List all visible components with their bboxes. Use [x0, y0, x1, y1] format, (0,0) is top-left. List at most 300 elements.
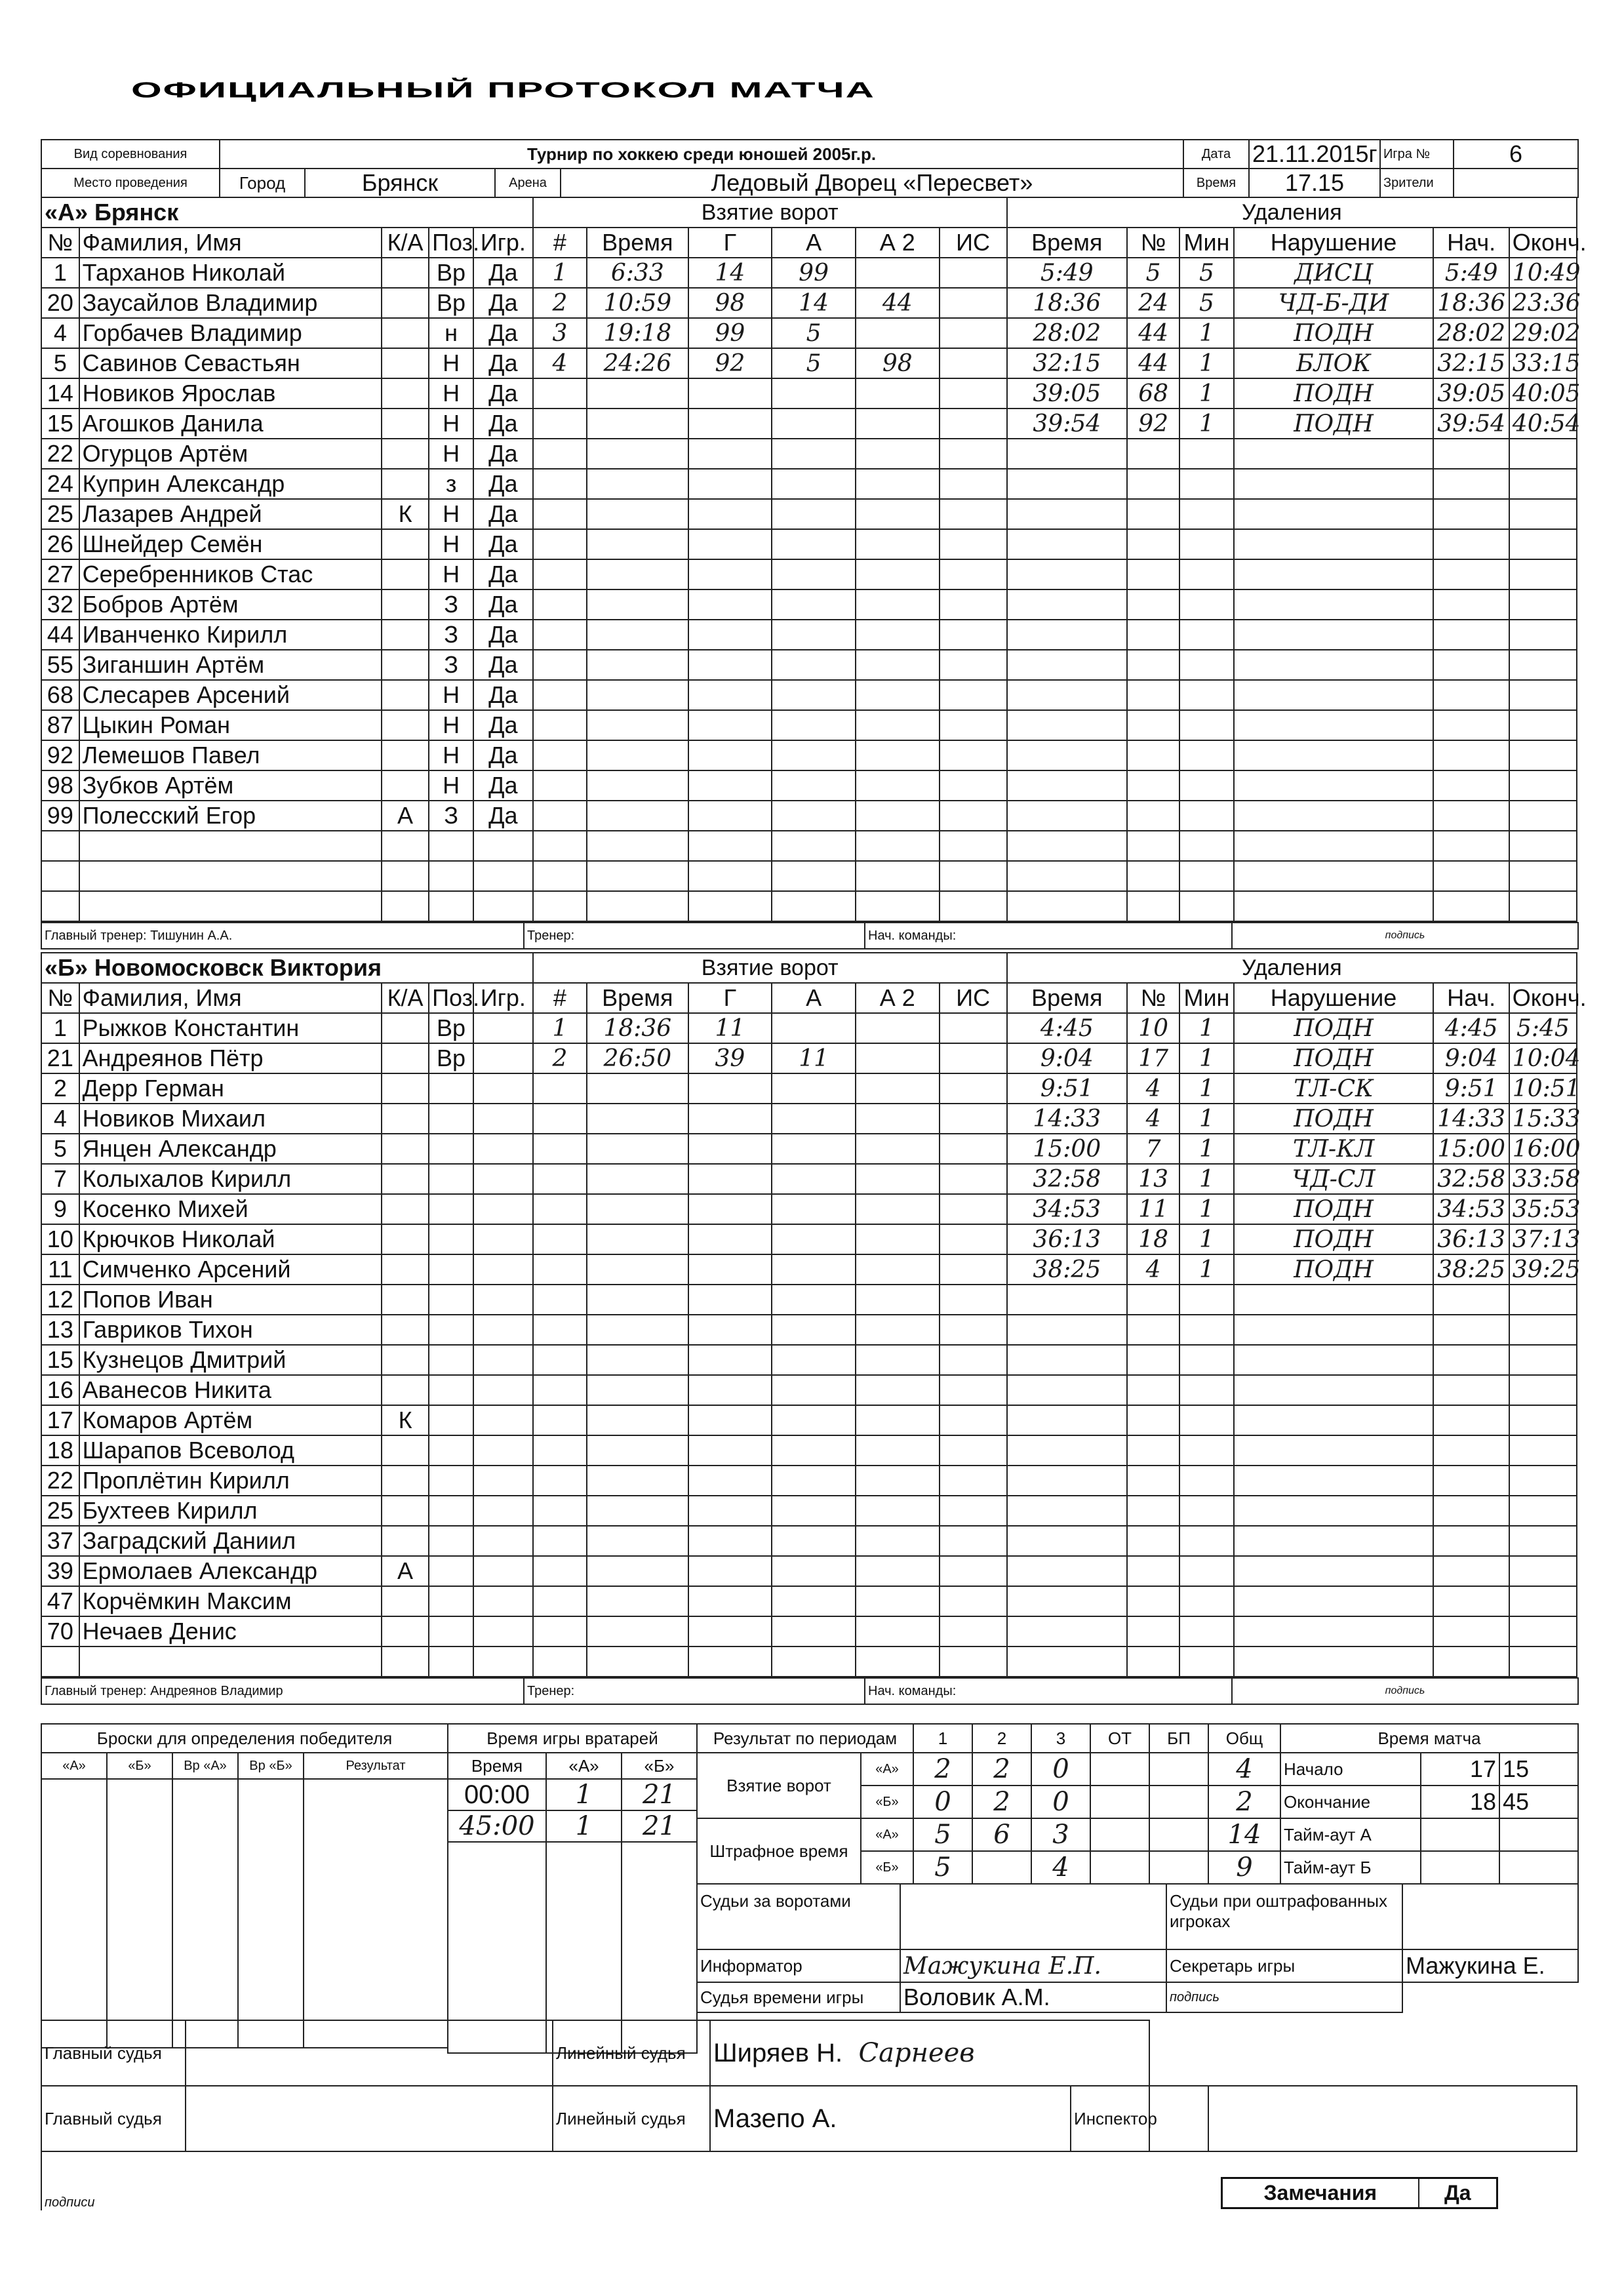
player-row	[41, 1556, 1577, 1586]
goal-number	[533, 1556, 587, 1586]
player-name: Аванесов Никита	[79, 1375, 382, 1405]
goal-assist	[772, 1194, 856, 1224]
player-name: Янцен Александр	[79, 1134, 382, 1164]
shootout-title: Броски для определения победителя	[41, 1724, 448, 1753]
goal-scorer	[688, 1104, 772, 1134]
penalty-end: 33:15	[1509, 348, 1577, 378]
goal-time	[587, 770, 688, 801]
player-row	[41, 1073, 1577, 1104]
goal-number	[533, 1073, 587, 1104]
player-role: К	[382, 499, 429, 529]
player-name: Серебренников Стас	[79, 559, 382, 589]
player-played: Да	[473, 258, 533, 288]
player-role	[382, 740, 429, 770]
penalty-start: 32:58	[1433, 1164, 1509, 1194]
player-played: Да	[473, 589, 533, 620]
pim-a-p1: 5	[913, 1818, 972, 1851]
player-position	[429, 1345, 473, 1375]
penalty-minutes: 5	[1179, 258, 1233, 288]
penalty-minutes	[1179, 1556, 1233, 1586]
player-number: 10	[41, 1224, 79, 1254]
goal-number	[533, 1104, 587, 1134]
player-played: Да	[473, 499, 533, 529]
penalty-player	[1127, 1345, 1179, 1375]
goal-scorer	[688, 1616, 772, 1646]
penalty-violation: ПОДН	[1234, 1194, 1434, 1224]
penalty-start	[1433, 439, 1509, 469]
player-name: Косенко Михей	[79, 1194, 382, 1224]
goal-scorer	[688, 770, 772, 801]
goal-assist	[772, 1254, 856, 1285]
goal-is	[940, 650, 1007, 680]
penalty-minutes: 5	[1179, 288, 1233, 318]
goal-number	[533, 801, 587, 831]
player-position: Н	[429, 770, 473, 801]
col-goal-assist: А	[772, 983, 856, 1013]
penalty-minutes	[1179, 650, 1233, 680]
goal-assist-2	[856, 1194, 940, 1224]
player-role	[382, 258, 429, 288]
goal-time	[587, 1405, 688, 1435]
player-name: Кузнецов Дмитрий	[79, 1345, 382, 1375]
match-header	[41, 139, 1579, 198]
penalty-minutes	[1179, 1375, 1233, 1405]
goal-assist-2	[856, 710, 940, 740]
goal-scorer	[688, 801, 772, 831]
penalty-time	[1007, 740, 1127, 770]
player-role	[382, 1435, 429, 1466]
penalty-player	[1127, 891, 1179, 921]
player-number: 17	[41, 1405, 79, 1435]
goal-assist-2	[856, 620, 940, 650]
col-ka: К/А	[382, 983, 429, 1013]
player-position: З	[429, 801, 473, 831]
player-position: Вр	[429, 258, 473, 288]
player-role	[382, 348, 429, 378]
player-row	[41, 1315, 1577, 1345]
player-position	[429, 1405, 473, 1435]
shootout-col-gk-b: Вр «Б»	[238, 1753, 304, 1779]
penalty-end	[1509, 589, 1577, 620]
player-number: 98	[41, 770, 79, 801]
goal-number	[533, 469, 587, 499]
goal-scorer	[688, 1435, 772, 1466]
penalty-violation: ПОДН	[1234, 378, 1434, 409]
shootout-col-b: «Б»	[107, 1753, 172, 1779]
penalty-player: 18	[1127, 1224, 1179, 1254]
team-b-sign-label: подпись	[1232, 1678, 1578, 1704]
penalty-time	[1007, 1616, 1127, 1646]
player-role	[382, 861, 429, 891]
penalty-end: 10:49	[1509, 258, 1577, 288]
goals-a-ot	[1090, 1753, 1149, 1786]
penalty-end: 5:45	[1509, 1013, 1577, 1043]
penalty-player	[1127, 620, 1179, 650]
goal-assist	[772, 1496, 856, 1526]
goal-is	[940, 1073, 1007, 1104]
spectators-label: Зрители	[1380, 169, 1454, 197]
goal-scorer	[688, 499, 772, 529]
goal-is	[940, 1556, 1007, 1586]
col-pen-no: №	[1127, 983, 1179, 1013]
player-role	[382, 1586, 429, 1616]
goal-assist: 14	[772, 288, 856, 318]
penalty-end	[1509, 1345, 1577, 1375]
penalty-minutes	[1179, 770, 1233, 801]
goal-scorer	[688, 1466, 772, 1496]
goalie-row-time: 45:00	[448, 1810, 546, 1842]
player-played	[473, 1073, 533, 1104]
penalty-end	[1509, 770, 1577, 801]
penalty-end	[1509, 559, 1577, 589]
pim-row-label: Штрафное время	[697, 1818, 861, 1884]
goal-scorer: 39	[688, 1043, 772, 1073]
shootout-col-result: Результат	[304, 1753, 448, 1779]
goal-number	[533, 589, 587, 620]
goal-number	[533, 710, 587, 740]
penalty-start: 32:15	[1433, 348, 1509, 378]
goal-assist	[772, 1224, 856, 1254]
penalty-end	[1509, 891, 1577, 921]
inspector-table	[1070, 2085, 1577, 2152]
goal-is	[940, 1496, 1007, 1526]
penalty-minutes	[1179, 1405, 1233, 1435]
penalty-minutes	[1179, 831, 1233, 861]
player-role	[382, 1164, 429, 1194]
penalty-minutes	[1179, 469, 1233, 499]
col-goal-num: #	[533, 228, 587, 258]
goal-assist	[772, 710, 856, 740]
player-position: н	[429, 318, 473, 348]
player-row	[41, 831, 1577, 861]
player-number: 44	[41, 620, 79, 650]
player-number: 99	[41, 801, 79, 831]
penalty-violation: ПОДН	[1234, 1254, 1434, 1285]
goal-number	[533, 1315, 587, 1345]
penalty-time	[1007, 1435, 1127, 1466]
player-row	[41, 1496, 1577, 1526]
goal-is	[940, 499, 1007, 529]
goal-number	[533, 409, 587, 439]
player-row	[41, 409, 1577, 439]
main-referee-label: Главный судья	[41, 2086, 186, 2151]
team-b-name: «Б» Новомосковск Виктория	[41, 953, 533, 983]
penalty-minutes	[1179, 710, 1233, 740]
col-goal-assist2: А 2	[856, 228, 940, 258]
goal-scorer	[688, 861, 772, 891]
penalty-minutes	[1179, 1285, 1233, 1315]
goal-assist	[772, 589, 856, 620]
goal-time	[587, 1104, 688, 1134]
goal-scorer	[688, 1073, 772, 1104]
goal-time	[587, 1496, 688, 1526]
penalty-end: 29:02	[1509, 318, 1577, 348]
penalty-start	[1433, 1646, 1509, 1677]
goal-assist-2	[856, 559, 940, 589]
team-b-trainer: Тренер:	[524, 1678, 865, 1704]
player-played: Да	[473, 439, 533, 469]
goal-number: 2	[533, 288, 587, 318]
goal-time	[587, 529, 688, 559]
player-position	[429, 1224, 473, 1254]
penalty-minutes	[1179, 801, 1233, 831]
player-played	[473, 1194, 533, 1224]
player-role	[382, 1254, 429, 1285]
goal-assist-2	[856, 1466, 940, 1496]
goal-is	[940, 378, 1007, 409]
period-results-table	[696, 1723, 1281, 1885]
player-number: 16	[41, 1375, 79, 1405]
player-role	[382, 318, 429, 348]
goal-number: 4	[533, 348, 587, 378]
goal-assist	[772, 1164, 856, 1194]
player-role: А	[382, 801, 429, 831]
team-b-staff	[41, 1677, 1579, 1705]
player-number: 25	[41, 1496, 79, 1526]
col-goal-is: ИС	[940, 983, 1007, 1013]
player-position: Вр	[429, 1013, 473, 1043]
penalty-minutes: 1	[1179, 1073, 1233, 1104]
player-played	[473, 1496, 533, 1526]
competition-name: Турнир по хоккею среди юношей 2005г.р.	[220, 140, 1183, 169]
penalty-player	[1127, 1435, 1179, 1466]
period-col-2: 2	[972, 1724, 1031, 1753]
penalty-player: 44	[1127, 318, 1179, 348]
goal-is	[940, 1194, 1007, 1224]
col-ka: К/А	[382, 228, 429, 258]
goal-number	[533, 1345, 587, 1375]
player-name: Огурцов Артём	[79, 439, 382, 469]
player-position	[429, 891, 473, 921]
penalty-player	[1127, 589, 1179, 620]
player-name: Зиганшин Артём	[79, 650, 382, 680]
goal-time	[587, 1134, 688, 1164]
col-played: Игр.	[473, 983, 533, 1013]
player-name: Куприн Александр	[79, 469, 382, 499]
player-role	[382, 831, 429, 861]
goal-assist	[772, 1285, 856, 1315]
penalty-start: 38:25	[1433, 1254, 1509, 1285]
player-row	[41, 469, 1577, 499]
goal-scorer	[688, 1254, 772, 1285]
goal-assist	[772, 409, 856, 439]
penalty-violation: ЧД-СЛ	[1234, 1164, 1434, 1194]
penalty-time	[1007, 1285, 1127, 1315]
goal-assist-2	[856, 831, 940, 861]
player-position: З	[429, 620, 473, 650]
goal-scorer	[688, 740, 772, 770]
penalty-minutes: 1	[1179, 1134, 1233, 1164]
goal-scorer	[688, 1164, 772, 1194]
penalty-minutes	[1179, 499, 1233, 529]
penalty-player: 44	[1127, 348, 1179, 378]
penalty-violation	[1234, 1496, 1434, 1526]
goal-assist	[772, 439, 856, 469]
player-role	[382, 378, 429, 409]
team-a-chief: Нач. команды:	[865, 923, 1232, 949]
team-a-name: «А» Брянск	[41, 197, 533, 228]
goal-time	[587, 378, 688, 409]
player-row	[41, 529, 1577, 559]
goal-time	[587, 1164, 688, 1194]
penalty-end	[1509, 680, 1577, 710]
goal-assist	[772, 1435, 856, 1466]
informer-label: Информатор	[697, 1949, 900, 1982]
penalty-time	[1007, 1315, 1127, 1345]
penalty-time: 36:13	[1007, 1224, 1127, 1254]
player-name: Симченко Арсений	[79, 1254, 382, 1285]
penalties-title-b: Удаления	[1007, 953, 1577, 983]
goal-scorer: 92	[688, 348, 772, 378]
goal-assist-2	[856, 1013, 940, 1043]
penalty-player	[1127, 680, 1179, 710]
goal-number	[533, 831, 587, 861]
player-number: 14	[41, 378, 79, 409]
goal-scorer	[688, 891, 772, 921]
goal-assist-2	[856, 1285, 940, 1315]
goal-assist: 99	[772, 258, 856, 288]
goal-number: 3	[533, 318, 587, 348]
player-row	[41, 1285, 1577, 1315]
penalty-end	[1509, 1496, 1577, 1526]
pim-b-so	[1149, 1851, 1208, 1884]
goal-scorer: 99	[688, 318, 772, 348]
player-name: Агошков Данила	[79, 409, 382, 439]
penalty-violation	[1234, 1435, 1434, 1466]
player-name: Комаров Артём	[79, 1405, 382, 1435]
date-value: 21.11.2015г	[1249, 140, 1380, 169]
penalty-end	[1509, 801, 1577, 831]
player-row	[41, 1616, 1577, 1646]
penalty-player	[1127, 1315, 1179, 1345]
penalty-violation: ПОДН	[1234, 318, 1434, 348]
penalty-time	[1007, 891, 1127, 921]
player-role	[382, 1104, 429, 1134]
player-row	[41, 1194, 1577, 1224]
player-position	[429, 1586, 473, 1616]
penalty-time: 32:15	[1007, 348, 1127, 378]
place-label: Место проведения	[41, 169, 220, 197]
goal-time	[587, 891, 688, 921]
player-row	[41, 1435, 1577, 1466]
player-role	[382, 1526, 429, 1556]
goals-a-total: 4	[1208, 1753, 1280, 1786]
goalie-col-a: «А»	[546, 1753, 622, 1779]
date-label: Дата	[1183, 140, 1249, 169]
goal-is	[940, 1104, 1007, 1134]
goal-number	[533, 620, 587, 650]
goalie-col-time: Время	[448, 1753, 546, 1779]
player-played	[473, 1013, 533, 1043]
goal-assist: 5	[772, 318, 856, 348]
player-number: 5	[41, 1134, 79, 1164]
player-row	[41, 650, 1577, 680]
player-name: Лазарев Андрей	[79, 499, 382, 529]
player-number: 68	[41, 680, 79, 710]
col-no: №	[41, 983, 79, 1013]
goal-is	[940, 589, 1007, 620]
player-position: Н	[429, 559, 473, 589]
goal-is	[940, 1043, 1007, 1073]
penalty-player	[1127, 1405, 1179, 1435]
penalty-start	[1433, 680, 1509, 710]
goal-is	[940, 288, 1007, 318]
player-row	[41, 1104, 1577, 1134]
penalty-time: 39:54	[1007, 409, 1127, 439]
player-played: Да	[473, 348, 533, 378]
pim-b-total: 9	[1208, 1851, 1280, 1884]
penalty-minutes	[1179, 589, 1233, 620]
col-goal-time: Время	[587, 228, 688, 258]
penalty-violation: БЛОК	[1234, 348, 1434, 378]
penalty-violation: ПОДН	[1234, 1224, 1434, 1254]
goal-assist	[772, 1345, 856, 1375]
game-label: Игра №	[1380, 140, 1454, 169]
penalty-minutes	[1179, 529, 1233, 559]
goal-is	[940, 348, 1007, 378]
player-row	[41, 770, 1577, 801]
player-name: Зубков Артём	[79, 770, 382, 801]
goal-assist-2	[856, 1435, 940, 1466]
penalty-time	[1007, 1496, 1127, 1526]
penalty-violation	[1234, 801, 1434, 831]
player-position	[429, 1194, 473, 1224]
player-played	[473, 1616, 533, 1646]
goal-assist	[772, 559, 856, 589]
goal-scorer	[688, 529, 772, 559]
penalty-player	[1127, 1586, 1179, 1616]
goal-assist-2	[856, 770, 940, 801]
city-value: Брянск	[305, 169, 495, 197]
player-position	[429, 1134, 473, 1164]
goal-is	[940, 740, 1007, 770]
player-role	[382, 1224, 429, 1254]
goal-time	[587, 409, 688, 439]
penalty-end	[1509, 1526, 1577, 1556]
timeout-b-label: Тайм-аут Б	[1280, 1851, 1421, 1884]
pim-b-p3: 4	[1031, 1851, 1090, 1884]
goal-time	[587, 589, 688, 620]
player-role	[382, 1315, 429, 1345]
player-number: 47	[41, 1586, 79, 1616]
goals-b-so	[1149, 1786, 1208, 1818]
remarks-label: Замечания	[1222, 2178, 1419, 2208]
pim-a-so	[1149, 1818, 1208, 1851]
penalty-violation	[1234, 1315, 1434, 1345]
player-role	[382, 1134, 429, 1164]
penalty-start: 18:36	[1433, 288, 1509, 318]
goal-assist-2	[856, 680, 940, 710]
penalty-start	[1433, 1466, 1509, 1496]
penalty-player	[1127, 1496, 1179, 1526]
penalty-violation	[1234, 1375, 1434, 1405]
player-played: Да	[473, 409, 533, 439]
col-pos: Поз.	[429, 228, 473, 258]
col-pen-no: №	[1127, 228, 1179, 258]
goal-number	[533, 378, 587, 409]
player-number: 27	[41, 559, 79, 589]
player-name: Иванченко Кирилл	[79, 620, 382, 650]
team-a-section	[41, 197, 1587, 949]
player-played	[473, 1134, 533, 1164]
goal-time: 10:59	[587, 288, 688, 318]
penalty-time	[1007, 1556, 1127, 1586]
goal-is	[940, 1405, 1007, 1435]
goal-is	[940, 1646, 1007, 1677]
penalty-player: 68	[1127, 378, 1179, 409]
penalty-violation	[1234, 1526, 1434, 1556]
goal-is	[940, 258, 1007, 288]
